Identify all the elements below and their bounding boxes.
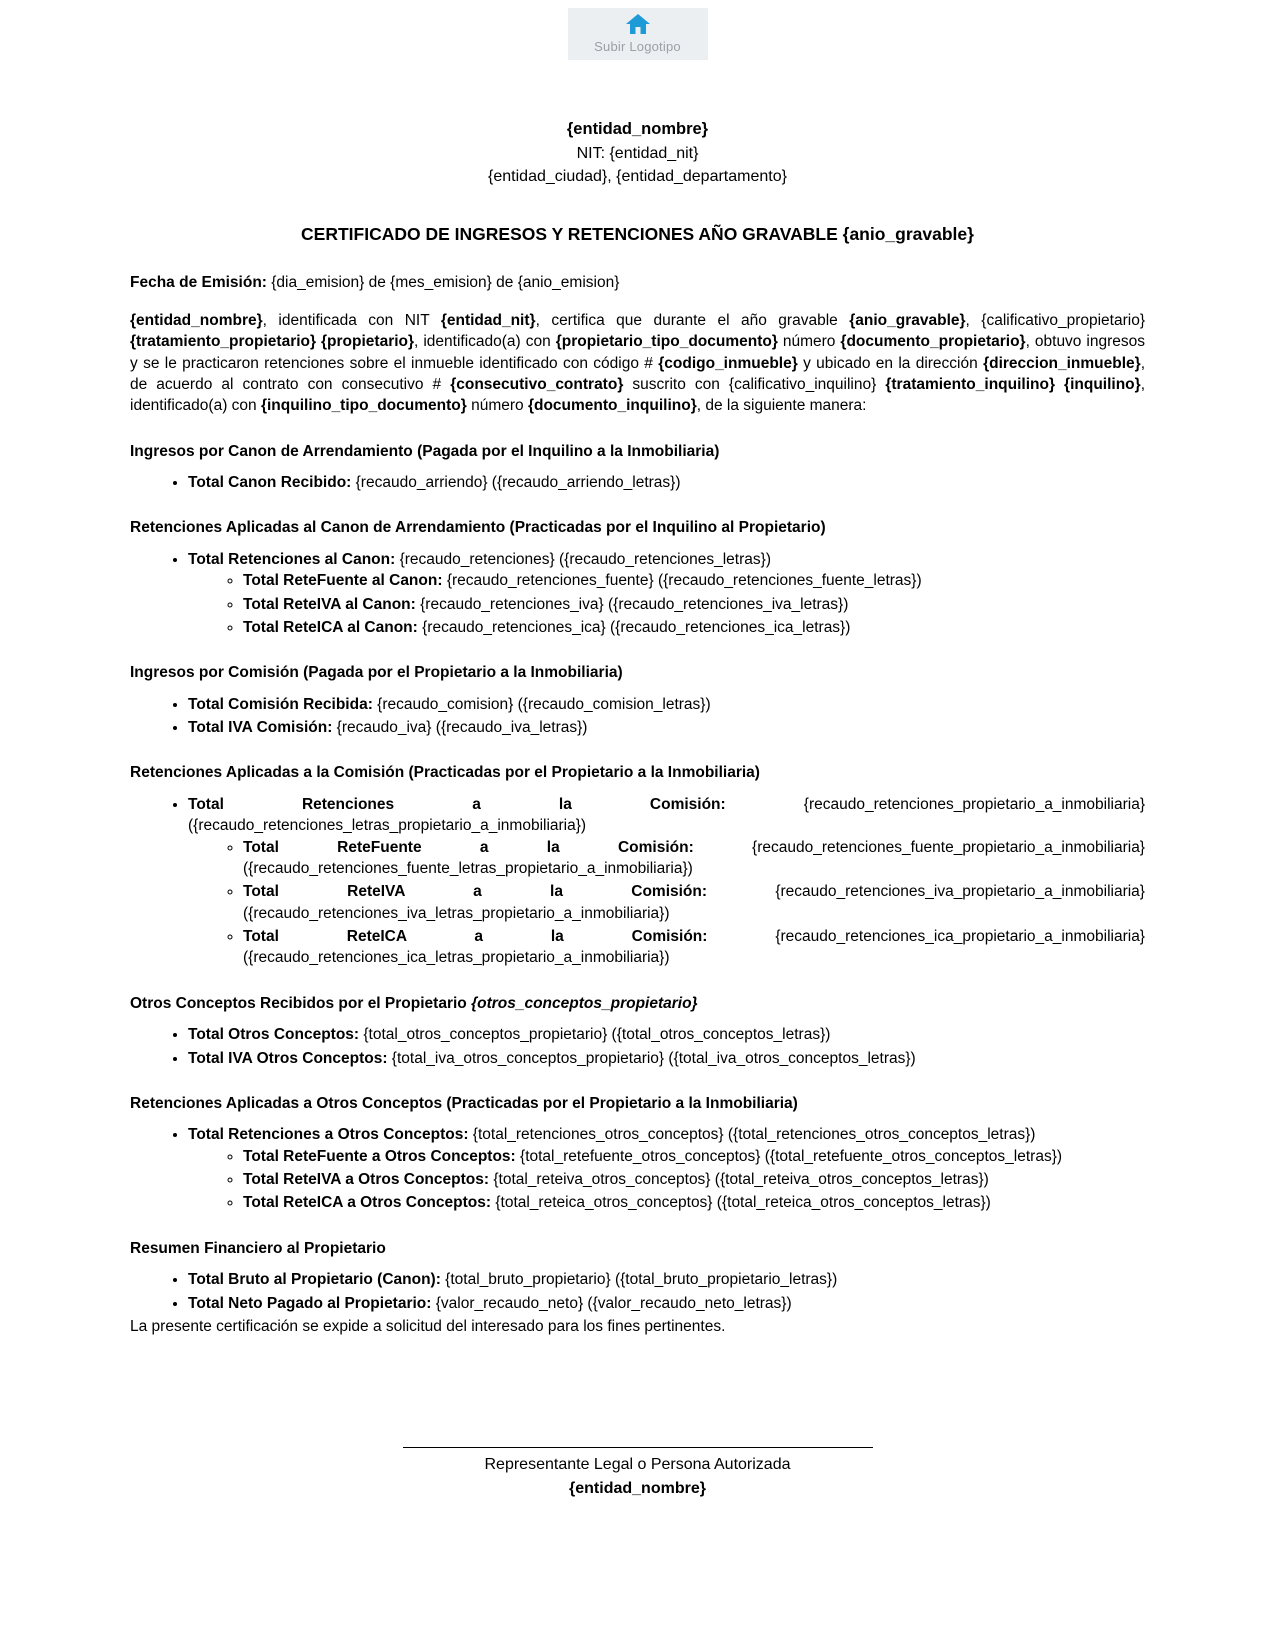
- list-item: [243, 837, 1145, 880]
- entity-header: [130, 118, 1145, 188]
- emission-value: {dia_emision} de {mes_emision} de {anio_emision}: [266, 274, 620, 292]
- intro-inquilino: {tratamiento_inquilino} {inquilino}: [885, 375, 1141, 393]
- section-heading-placeholder: {otros_conceptos_propietario}: [471, 994, 698, 1012]
- item-label: Total Otros Conceptos:: [188, 1026, 360, 1044]
- item-value: {total_retefuente_otros_conceptos} ({total_retefuente_otros_conceptos_letras}): [515, 1147, 1063, 1165]
- item-value: {total_reteica_otros_conceptos} ({total_reteica_otros_conceptos_letras}): [491, 1194, 991, 1212]
- list-item: [188, 1124, 1145, 1214]
- item-label: Total ReteICA a Otros Conceptos:: [243, 1194, 492, 1212]
- signature-role: Representante Legal o Persona Autorizada: [484, 1456, 791, 1474]
- section-heading-retenciones-otros-conceptos: Retenciones Aplicadas a Otros Conceptos (Practicadas por el Propietario a la Inmobiliaria): [130, 1094, 798, 1112]
- item-value: {total_iva_otros_conceptos_propietario} ({total_iva_otros_conceptos_letras}): [387, 1049, 916, 1067]
- list-retenciones-canon: [130, 549, 1145, 639]
- list-item: [188, 694, 1145, 715]
- intro-text-5: número: [777, 333, 841, 351]
- sublist-retenciones-canon: [188, 570, 1145, 638]
- list-item: [188, 794, 1145, 969]
- intro-propietario: {tratamiento_propietario} {propietario}: [130, 333, 415, 351]
- intro-documento-inquilino: {documento_inquilino}: [527, 397, 697, 415]
- item-label: Total ReteIVA a Otros Conceptos:: [243, 1171, 490, 1189]
- intro-text-12: , de la siguiente manera:: [696, 397, 867, 415]
- list-item: [188, 1048, 1145, 1069]
- intro-text-9: suscrito con {calificativo_inquilino}: [623, 375, 886, 393]
- section-heading-resumen-financiero: Resumen Financiero al Propietario: [130, 1239, 386, 1257]
- item-label: Total Bruto al Propietario (Canon):: [188, 1271, 441, 1289]
- item-value: {recaudo_comision} ({recaudo_comision_letras}): [372, 695, 711, 713]
- item-label: Total Retenciones a Otros Conceptos:: [188, 1126, 469, 1144]
- list-item: [188, 717, 1145, 738]
- upload-logo-label: Subir Logotipo: [594, 39, 681, 55]
- item-label: Total ReteICA a la Comisión:: [243, 928, 708, 946]
- item-value: {recaudo_retenciones_fuente_propietario_a_inmobiliaria} ({recaudo_retenciones_fuente_letras_propietario_a_inmobiliaria}): [243, 838, 1145, 877]
- intro-consecutivo-contrato: {consecutivo_contrato}: [450, 375, 624, 393]
- item-label: Total ReteICA al Canon:: [243, 618, 418, 636]
- list-ingresos-canon: [130, 472, 1145, 493]
- section-heading-retenciones-canon: Retenciones Aplicadas al Canon de Arrendamiento (Practicadas por el Inquilino al Propietario): [130, 519, 826, 537]
- item-label: Total Canon Recibido:: [188, 474, 352, 492]
- list-item: [188, 1024, 1145, 1045]
- list-item: [243, 570, 1145, 591]
- intro-text-1: , identificada con NIT: [262, 311, 441, 329]
- list-item: [243, 594, 1145, 615]
- intro-text-7: y ubicado en la dirección: [797, 354, 984, 372]
- item-value: {recaudo_retenciones_iva} ({recaudo_retenciones_iva_letras}): [415, 595, 849, 613]
- entity-name: {entidad_nombre}: [566, 120, 709, 138]
- item-label: Total Retenciones a la Comisión:: [188, 795, 726, 813]
- item-label: Total ReteFuente a la Comisión:: [243, 838, 694, 856]
- logo-upload-zone: [130, 8, 1145, 60]
- list-item: [188, 1269, 1145, 1290]
- item-value: {recaudo_retenciones_iva_propietario_a_inmobiliaria} ({recaudo_retenciones_iva_letras_propietario_a_inmobiliaria}): [243, 883, 1145, 922]
- list-retenciones-otros-conceptos: [130, 1124, 1145, 1214]
- item-label: Total IVA Comisión:: [188, 719, 333, 737]
- list-item: [243, 881, 1145, 924]
- sublist-retenciones-otros-conceptos: [188, 1146, 1145, 1214]
- intro-codigo-inmueble: {codigo_inmueble}: [658, 354, 798, 372]
- intro-text-6: , obtuvo ingresos y se le practicaron retenciones sobre el inmueble identificado con código #: [130, 333, 1146, 372]
- list-retenciones-comision: [130, 794, 1145, 969]
- list-item: [243, 1146, 1145, 1167]
- intro-text-4: , identificado(a) con: [414, 333, 556, 351]
- list-item: [188, 472, 1145, 493]
- intro-text-3: , {calificativo_propietario}: [965, 311, 1145, 329]
- item-label: Total Neto Pagado al Propietario:: [188, 1294, 432, 1312]
- intro-direccion-inmueble: {direccion_inmueble}: [983, 354, 1141, 372]
- emission-date: [130, 272, 1145, 293]
- item-value: {recaudo_retenciones_fuente} ({recaudo_retenciones_fuente_letras}): [442, 572, 922, 590]
- item-value: {recaudo_retenciones} ({recaudo_retenciones_letras}): [395, 550, 771, 568]
- signature-line: [403, 1447, 873, 1448]
- item-label: Total ReteIVA al Canon:: [243, 595, 416, 613]
- intro-entity-name: {entidad_nombre}: [130, 311, 263, 329]
- signature-entity: {entidad_nombre}: [569, 1480, 706, 1498]
- list-item: [243, 926, 1145, 969]
- intro-text-10: , identificado(a) con: [130, 375, 1145, 415]
- item-label: Total ReteIVA a la Comisión:: [243, 883, 708, 901]
- intro-text-8: , de acuerdo al contrato con consecutivo #: [130, 354, 1146, 393]
- entity-nit: NIT: {entidad_nit}: [576, 144, 699, 162]
- sublist-retenciones-comision: [188, 837, 1145, 969]
- item-value: {recaudo_retenciones_propietario_a_inmobiliaria} ({recaudo_retenciones_letras_propietario_a_inmobiliaria}): [188, 795, 1146, 835]
- list-ingresos-comision: [130, 694, 1145, 739]
- list-otros-conceptos: [130, 1024, 1145, 1069]
- section-heading-ingresos-comision: Ingresos por Comisión (Pagada por el Propietario a la Inmobiliaria): [130, 664, 623, 682]
- list-resumen-financiero: [130, 1269, 1145, 1314]
- section-heading-otros-conceptos: [130, 993, 1145, 1014]
- list-item: [243, 1192, 1145, 1213]
- list-item: [243, 617, 1145, 638]
- item-value: {total_reteiva_otros_conceptos} ({total_reteiva_otros_conceptos_letras}): [489, 1171, 989, 1189]
- emission-label: Fecha de Emisión:: [130, 274, 267, 292]
- item-value: {valor_recaudo_neto} ({valor_recaudo_neto_letras}): [431, 1294, 792, 1312]
- intro-anio-gravable: {anio_gravable}: [849, 311, 966, 329]
- item-label: Total Comisión Recibida:: [188, 695, 373, 713]
- list-item: [188, 549, 1145, 639]
- item-value: {total_bruto_propietario} ({total_bruto_propietario_letras}): [440, 1271, 838, 1289]
- upload-logo-button[interactable]: [568, 8, 708, 60]
- list-item: [243, 1169, 1145, 1190]
- intro-inquilino-tipo-doc: {inquilino_tipo_documento}: [260, 397, 467, 415]
- intro-text-2: , certifica que durante el año gravable: [535, 311, 850, 329]
- item-value: {recaudo_retenciones_ica} ({recaudo_retenciones_ica_letras}): [417, 618, 851, 636]
- item-label: Total ReteFuente a Otros Conceptos:: [243, 1147, 516, 1165]
- signature-block: [130, 1447, 1145, 1500]
- page-title: CERTIFICADO DE INGRESOS Y RETENCIONES AÑO GRAVABLE {anio_gravable}: [301, 224, 974, 245]
- section-heading-retenciones-comision: Retenciones Aplicadas a la Comisión (Practicadas por el Propietario a la Inmobiliaria): [130, 764, 760, 782]
- item-label: Total ReteFuente al Canon:: [243, 572, 443, 590]
- item-value: {total_retenciones_otros_conceptos} ({total_retenciones_otros_conceptos_letras}): [468, 1126, 1036, 1144]
- home-icon: [625, 12, 651, 36]
- item-value: {total_otros_conceptos_propietario} ({total_otros_conceptos_letras}): [359, 1026, 831, 1044]
- entity-location: {entidad_ciudad}, {entidad_departamento}: [488, 168, 787, 186]
- item-value: {recaudo_arriendo} ({recaudo_arriendo_letras}): [351, 474, 681, 492]
- intro-entity-nit: {entidad_nit}: [440, 311, 536, 329]
- closing-statement: La presente certificación se expide a solicitud del interesado para los fines pertinentes.: [130, 1317, 726, 1335]
- section-heading-ingresos-canon: Ingresos por Canon de Arrendamiento (Pagada por el Inquilino a la Inmobiliaria): [130, 442, 720, 460]
- intro-propietario-tipo-doc: {propietario_tipo_documento}: [555, 333, 778, 351]
- section-heading-text: Otros Conceptos Recibidos por el Propietario: [130, 994, 472, 1012]
- list-item: [188, 1293, 1145, 1314]
- intro-text-11: número: [466, 397, 528, 415]
- intro-documento-propietario: {documento_propietario}: [840, 333, 1026, 351]
- item-value: {recaudo_iva} ({recaudo_iva_letras}): [332, 719, 588, 737]
- item-label: Total IVA Otros Conceptos:: [188, 1049, 388, 1067]
- intro-paragraph: [130, 310, 1145, 417]
- item-value: {recaudo_retenciones_ica_propietario_a_inmobiliaria} ({recaudo_retenciones_ica_letras_propietario_a_inmobiliaria}): [243, 928, 1145, 967]
- item-label: Total Retenciones al Canon:: [188, 550, 396, 568]
